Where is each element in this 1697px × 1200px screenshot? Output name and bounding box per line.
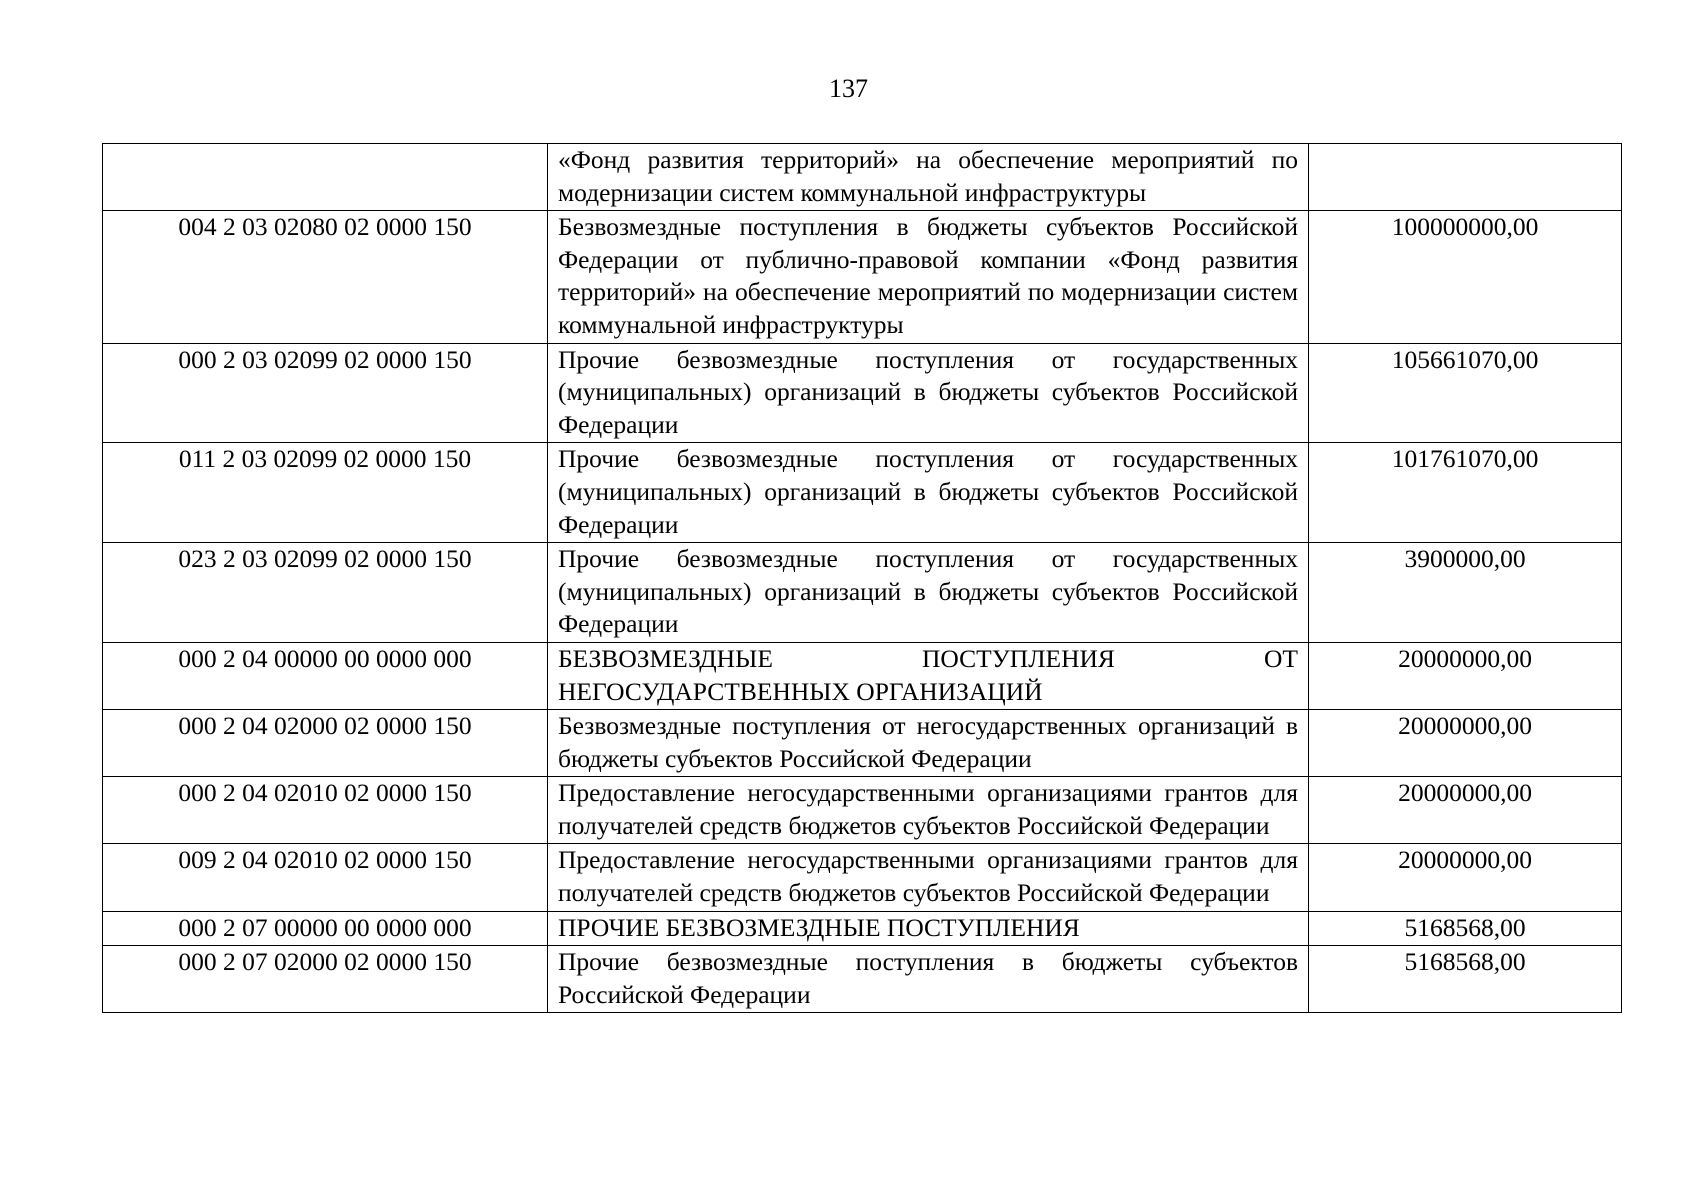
revenue-name-cell: Безвозмездные поступления от негосударственных организаций в бюджеты субъектов Российской Федерации [548, 710, 1309, 777]
amount-cell: 20000000,00 [1309, 642, 1622, 709]
table-row [103, 844, 1622, 911]
revenue-name-cell: БЕЗВОЗМЕЗДНЫЕ ПОСТУПЛЕНИЯ ОТ НЕГОСУДАРСТВЕННЫХ ОРГАНИЗАЦИЙ [548, 642, 1309, 709]
table-row [103, 946, 1622, 1013]
revenue-name-cell: Предоставление негосударственными организациями грантов для получателей средств бюджетов субъектов Российской Федерации [548, 777, 1309, 844]
table-row [103, 911, 1622, 946]
amount-cell: 3900000,00 [1309, 543, 1622, 643]
budget-code-cell: 009 2 04 02010 02 0000 150 [103, 844, 548, 911]
table-row [103, 543, 1622, 643]
table-row [103, 710, 1622, 777]
table-row [103, 211, 1622, 343]
table-row [103, 144, 1622, 211]
amount-cell: 20000000,00 [1309, 844, 1622, 911]
revenue-name-cell: Прочие безвозмездные поступления от государственных (муниципальных) организаций в бюджеты субъектов Российской Федерации [548, 443, 1309, 543]
amount-cell: 20000000,00 [1309, 777, 1622, 844]
amount-cell [1309, 144, 1622, 211]
budget-code-cell: 000 2 03 02099 02 0000 150 [103, 343, 548, 443]
budget-code-cell: 023 2 03 02099 02 0000 150 [103, 543, 548, 643]
budget-code-cell: 000 2 04 00000 00 0000 000 [103, 642, 548, 709]
revenue-name-cell: «Фонд развития территорий» на обеспечение мероприятий по модернизации систем коммунальной инфраструктуры [548, 144, 1309, 211]
table-row [103, 443, 1622, 543]
budget-code-cell: 000 2 07 00000 00 0000 000 [103, 911, 548, 946]
amount-cell: 5168568,00 [1309, 946, 1622, 1013]
budget-code-cell: 004 2 03 02080 02 0000 150 [103, 211, 548, 343]
budget-code-cell: 011 2 03 02099 02 0000 150 [103, 443, 548, 543]
revenue-name-cell: Прочие безвозмездные поступления в бюджеты субъектов Российской Федерации [548, 946, 1309, 1013]
amount-cell: 105661070,00 [1309, 343, 1622, 443]
revenue-name-cell: ПРОЧИЕ БЕЗВОЗМЕЗДНЫЕ ПОСТУПЛЕНИЯ [548, 911, 1309, 946]
page-number: 137 [829, 74, 868, 103]
revenue-name-cell: Предоставление негосударственными организациями грантов для получателей средств бюджетов субъектов Российской Федерации [548, 844, 1309, 911]
amount-cell: 5168568,00 [1309, 911, 1622, 946]
amount-cell: 100000000,00 [1309, 211, 1622, 343]
budget-revenue-table [102, 143, 1622, 1013]
budget-code-cell [103, 144, 548, 211]
amount-cell: 101761070,00 [1309, 443, 1622, 543]
budget-code-cell: 000 2 07 02000 02 0000 150 [103, 946, 548, 1013]
table-row [103, 343, 1622, 443]
revenue-name-cell: Прочие безвозмездные поступления от государственных (муниципальных) организаций в бюджеты субъектов Российской Федерации [548, 343, 1309, 443]
revenue-name-cell: Прочие безвозмездные поступления от государственных (муниципальных) организаций в бюджеты субъектов Российской Федерации [548, 543, 1309, 643]
revenue-name-cell: Безвозмездные поступления в бюджеты субъектов Российской Федерации от публично-правовой компании «Фонд развития территорий» на обеспечение мероприятий по модернизации систем коммунальной инфраструктуры [548, 211, 1309, 343]
budget-code-cell: 000 2 04 02010 02 0000 150 [103, 777, 548, 844]
budget-code-cell: 000 2 04 02000 02 0000 150 [103, 710, 548, 777]
table-row [103, 777, 1622, 844]
table-row [103, 642, 1622, 709]
amount-cell: 20000000,00 [1309, 710, 1622, 777]
